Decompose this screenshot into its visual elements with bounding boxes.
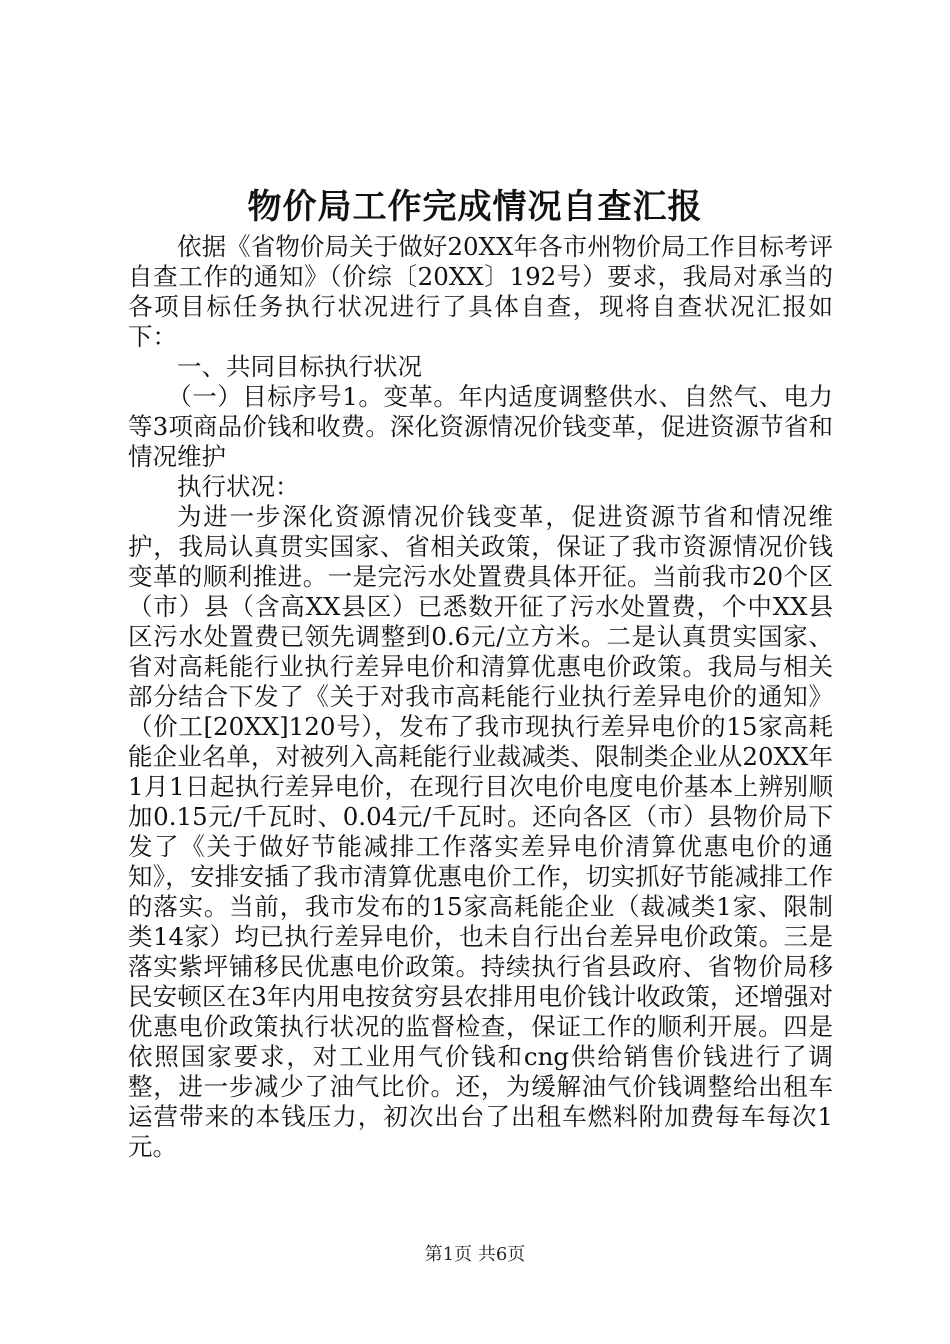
target-item-paragraph: （一）目标序号1。变革。年内适度调整供水、自然气、电力等3项商品价钱和收费。深化资源情况价钱变革，促进资源节省和情况维护 <box>128 382 833 471</box>
execution-status-label: 执行状况： <box>177 472 300 501</box>
section-heading: 一、共同目标执行状况 <box>177 352 422 381</box>
document-body <box>128 232 833 1162</box>
document-title: 物价局工作完成情况自查汇报 <box>247 187 703 227</box>
execution-detail-paragraph: 为进一步深化资源情况价钱变革，促进资源节省和情况维护，我局认真贯实国家、省相关政策，保证了我市资源情况价钱变革的顺利推进。一是完污水处置费具体开征。当前我市20个区（市）县（含高XX县区）已悉数开征了污水处置费，个中XX县区污水处置费已领先调整到0.6元/立方米。二是认真贯实国家、省对高耗能行业执行差异电价和清算优惠电价政策。我局与相关部分结合下发了《关于对我市高耗能行业执行差异电价的通知》（价工[20XX]120号），发布了我市现执行差异电价的15家高耗能企业名单，对被列入高耗能行业裁减类、限制类企业从20XX年1月1日起执行差异电价，在现行目次电价电度电价基本上辨别顺加0.15元/千瓦时、0.04元/千瓦时。还向各区（市）县物价局下发了《关于做好节能减排工作落实差异电价清算优惠电价的通知》，安排安插了我市清算优惠电价工作，切实抓好节能减排工作的落实。当前，我市发布的15家高耗能企业（裁减类1家、限制类14家）均已执行差异电价，也未自行出台差异电价政策。三是落实紫坪铺移民优惠电价政策。持续执行省县政府、省物价局移民安顿区在3年内用电按贫穷县农排用电价钱计收政策，还增强对优惠电价政策执行状况的监督检查，保证工作的顺利开展。四是依照国家要求，对工业用气价钱和cng供给销售价钱进行了调整，进一步减少了油气比价。还，为缓解油气价钱调整给出租车运营带来的本钱压力，初次出台了出租车燃料附加费每车每次1元。 <box>128 502 833 1161</box>
intro-paragraph: 依据《省物价局关于做好20XX年各市州物价局工作目标考评自查工作的通知》（价综〔20XX〕192号）要求，我局对承当的各项目标任务执行状况进行了具体自查，现将自查状况汇报如下： <box>128 232 833 351</box>
page-footer: 第1页 共6页 <box>424 1244 526 1265</box>
